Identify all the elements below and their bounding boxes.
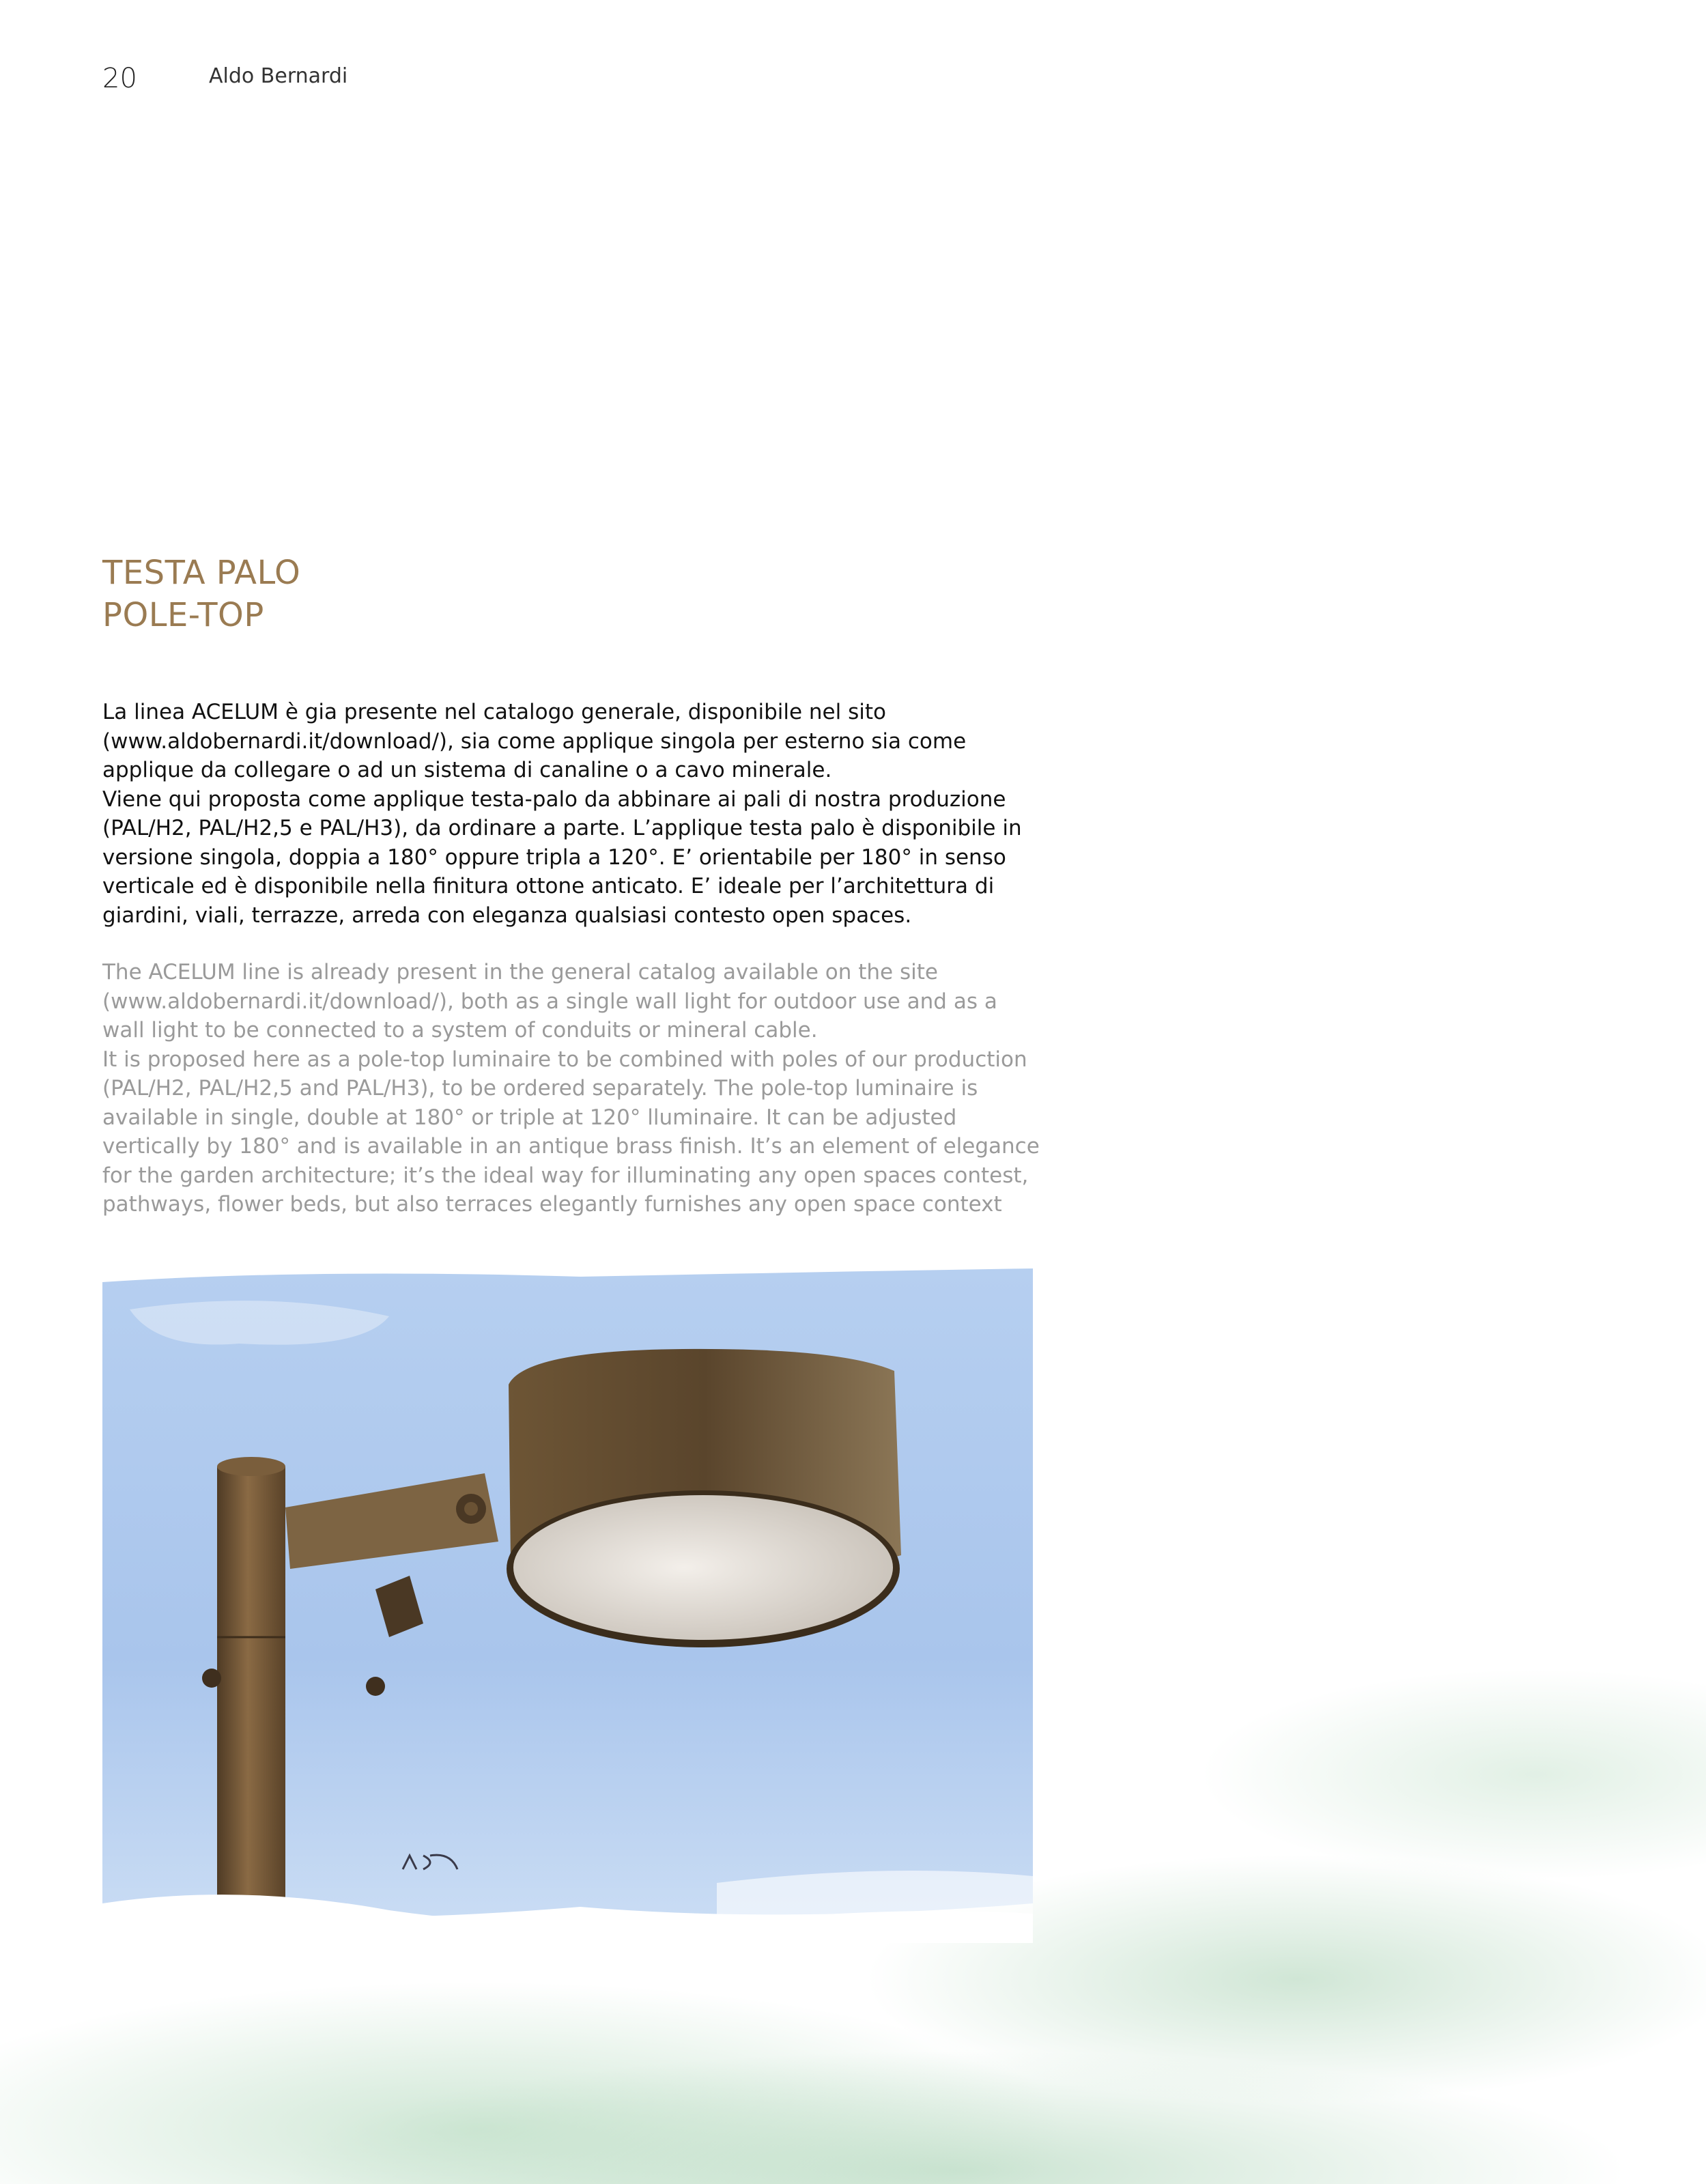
paragraph-en-1: The ACELUM line is already present in the general catalog available on the site (www.aldobernardi.it/download/), both as a single wall light for outdoor use and as a wall light to be connected to a system of conduits or mineral cable. (102, 960, 997, 1043)
paragraph-it-1: La linea ACELUM è gia presente nel catalogo generale, disponibile nel sito (www.aldobernardi.it/download/), sia come applique singola per esterno sia come applique da collegare o ad un sistema di canaline o a cavo minerale. (102, 700, 967, 782)
brand-name: Aldo Bernardi (209, 64, 348, 88)
title-english: POLE-TOP (102, 596, 264, 634)
description-italian (102, 698, 1044, 930)
watercolor-lamp-drawing (102, 1268, 1033, 1943)
page-number: 20 (102, 63, 137, 94)
section-title (102, 552, 300, 636)
title-italian: TESTA PALO (102, 554, 301, 592)
pole-top-lamp-illustration (102, 1268, 1033, 1943)
paragraph-en-2: It is proposed here as a pole-top luminaire to be combined with poles of our production (PAL/H2, PAL/H2,5 and PAL/H3), to be ordered separately. The pole-top luminaire is available in single, double at 180° or triple at 120° lluminaire. It can be adjusted vertically by 180° and is available in an antique brass finish. It’s an element of elegance for the garden architecture; it’s the ideal way for illuminating any open spaces contest, pathways, flower beds, but also terraces elegantly furnishes any open space context (102, 1047, 1040, 1217)
description-english (102, 958, 1044, 1219)
paragraph-it-2: Viene qui proposta come applique testa-palo da abbinare ai pali di nostra produzione (PAL/H2, PAL/H2,5 e PAL/H3), da ordinare a parte. L’applique testa palo è disponibile in versione singola, doppia a 180° oppure tripla a 120°. E’ orientabile per 180° in senso verticale ed è disponibile nella finitura ottone anticato. E’ ideale per l’architettura di giardini, viali, terrazze, arreda con eleganza qualsiasi contesto open spaces. (102, 786, 1022, 928)
